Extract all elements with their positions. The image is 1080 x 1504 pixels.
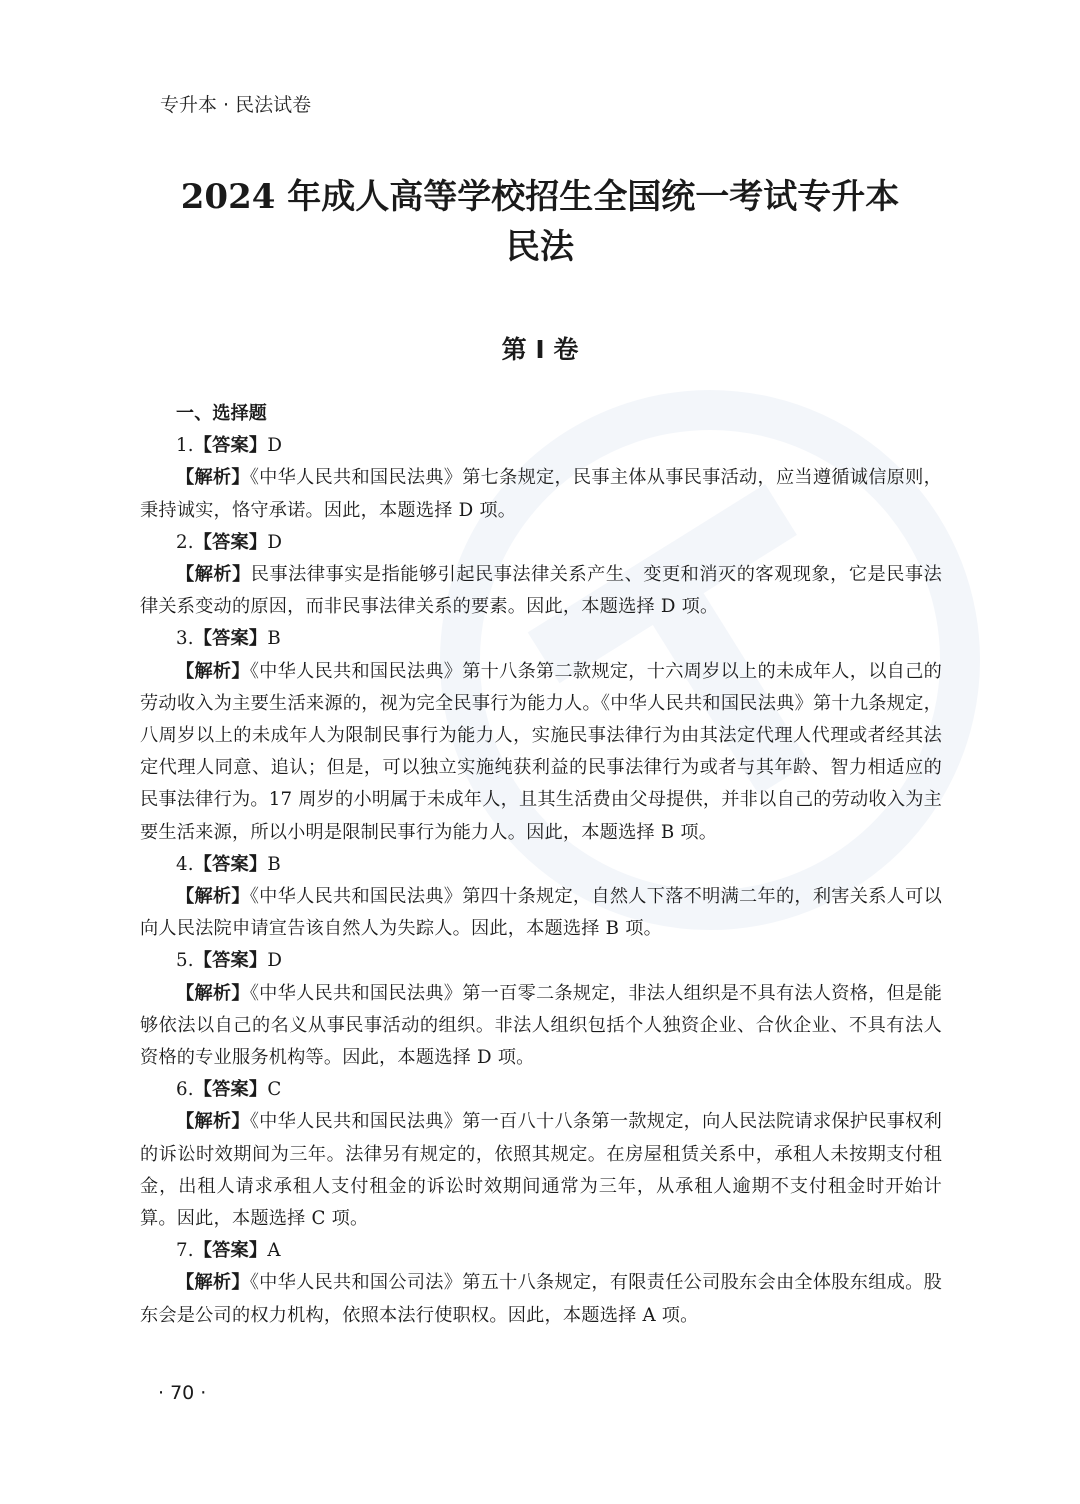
answer-value: D — [267, 435, 283, 457]
analysis-label: 【解析】 — [176, 1111, 250, 1133]
answer-line — [140, 623, 942, 655]
answer-label: 【答案】 — [193, 628, 268, 650]
answer-content — [140, 398, 942, 1332]
title-line-1: 2024 年成人高等学校招生全国统一考试专升本 — [180, 177, 900, 217]
answer-value: B — [267, 853, 281, 875]
answer-line — [140, 849, 942, 881]
answer-line — [140, 430, 942, 462]
answer-label: 【答案】 — [193, 950, 268, 972]
analysis-text — [140, 978, 942, 1075]
answer-value: C — [267, 1079, 282, 1101]
answer-label: 【答案】 — [193, 1240, 268, 1262]
answer-line — [140, 1235, 942, 1267]
analysis-label: 【解析】 — [176, 1272, 250, 1294]
question-list — [140, 430, 942, 1332]
analysis-paragraph — [140, 1106, 942, 1235]
analysis-text — [140, 1106, 942, 1235]
analysis-paragraph — [140, 1267, 942, 1331]
analysis-body: 《中华人民共和国民法典》第七条规定，民事主体从事民事活动，应当遵循诚信原则，秉持诚实，恪守承诺。因此，本题选择 D 项。 — [140, 467, 942, 521]
analysis-body: 《中华人民共和国民法典》第四十条规定，自然人下落不明满二年的，利害关系人可以向人民法院申请宣告该自然人为失踪人。因此，本题选择 B 项。 — [140, 886, 942, 940]
running-head: 专升本 · 民法试卷 — [160, 94, 312, 116]
answer-value: A — [267, 1240, 281, 1262]
question-number: 7. — [176, 1240, 194, 1262]
question-number: 1. — [176, 435, 194, 457]
analysis-text — [140, 1267, 942, 1331]
analysis-body: 民事法律事实是指能够引起民事法律关系产生、变更和消灭的客观现象，它是民事法律关系变动的原因，而非民事法律关系的要素。因此，本题选择 D 项。 — [140, 564, 942, 618]
analysis-label: 【解析】 — [176, 982, 250, 1004]
analysis-text — [140, 881, 942, 945]
analysis-label: 【解析】 — [176, 467, 250, 489]
answer-label: 【答案】 — [193, 531, 268, 553]
answer-value: D — [267, 531, 283, 553]
answer-label: 【答案】 — [193, 1079, 268, 1101]
analysis-paragraph — [140, 462, 942, 526]
question-number: 3. — [176, 628, 194, 650]
analysis-paragraph — [140, 978, 942, 1075]
analysis-paragraph — [140, 881, 942, 945]
page-number: · 70 · — [158, 1382, 207, 1404]
analysis-paragraph — [140, 656, 942, 849]
analysis-body: 《中华人民共和国民法典》第十八条第二款规定，十六周岁以上的未成年人，以自己的劳动收入为主要生活来源的，视为完全民事行为能力人。《中华人民共和国民法典》第十九条规定，八周岁以上的未成年人为限制民事行为能力人，实施民事法律行为由其法定代理人代理或者经其法定代理人同意、追认；但是，可以独立实施纯获利益的民事法律行为或者与其年龄、智力相适应的民事法律行为。17 周岁的小明属于未成年人，且其生活费由父母提供，并非以自己的劳动收入为主要生活来源，所以小明是限制民事行为能力人。因此，本题选择 B 项。 — [140, 660, 942, 843]
section-heading: 一、选择题 — [176, 403, 267, 424]
title-line-2: 民法 — [506, 227, 574, 267]
volume-heading: 第 Ⅰ 卷 — [501, 335, 579, 364]
answer-line — [140, 945, 942, 977]
question-number: 4. — [176, 853, 194, 875]
question-number: 2. — [176, 531, 194, 553]
analysis-body: 《中华人民共和国民法典》第一百零二条规定，非法人组织是不具有法人资格，但是能够依法以自己的名义从事民事活动的组织。非法人组织包括个人独资企业、合伙企业、不具有法人资格的专业服务机构等。因此，本题选择 D 项。 — [140, 982, 942, 1069]
analysis-paragraph — [140, 559, 942, 623]
answer-label: 【答案】 — [193, 435, 268, 457]
analysis-text — [140, 462, 942, 526]
analysis-body: 《中华人民共和国民法典》第一百八十八条第一款规定，向人民法院请求保护民事权利的诉讼时效期间为三年。法律另有规定的，依照其规定。在房屋租赁关系中，承租人未按期支付租金，出租人请求承租人支付租金的诉讼时效期间通常为三年，从承租人逾期不支付租金时开始计算。因此，本题选择 C 项。 — [140, 1111, 942, 1230]
analysis-body: 《中华人民共和国公司法》第五十八条规定，有限责任公司股东会由全体股东组成。股东会是公司的权力机构，依照本法行使职权。因此，本题选择 A 项。 — [140, 1272, 942, 1326]
analysis-text — [140, 559, 942, 623]
analysis-text — [140, 656, 942, 849]
answer-label: 【答案】 — [193, 853, 268, 875]
question-number: 6. — [176, 1079, 194, 1101]
analysis-label: 【解析】 — [176, 886, 250, 908]
answer-line — [140, 527, 942, 559]
answer-value: D — [267, 950, 283, 972]
analysis-label: 【解析】 — [176, 564, 251, 586]
question-number: 5. — [176, 950, 194, 972]
analysis-label: 【解析】 — [176, 660, 250, 682]
answer-line — [140, 1074, 942, 1106]
document-title — [0, 172, 1080, 272]
answer-value: B — [267, 628, 281, 650]
